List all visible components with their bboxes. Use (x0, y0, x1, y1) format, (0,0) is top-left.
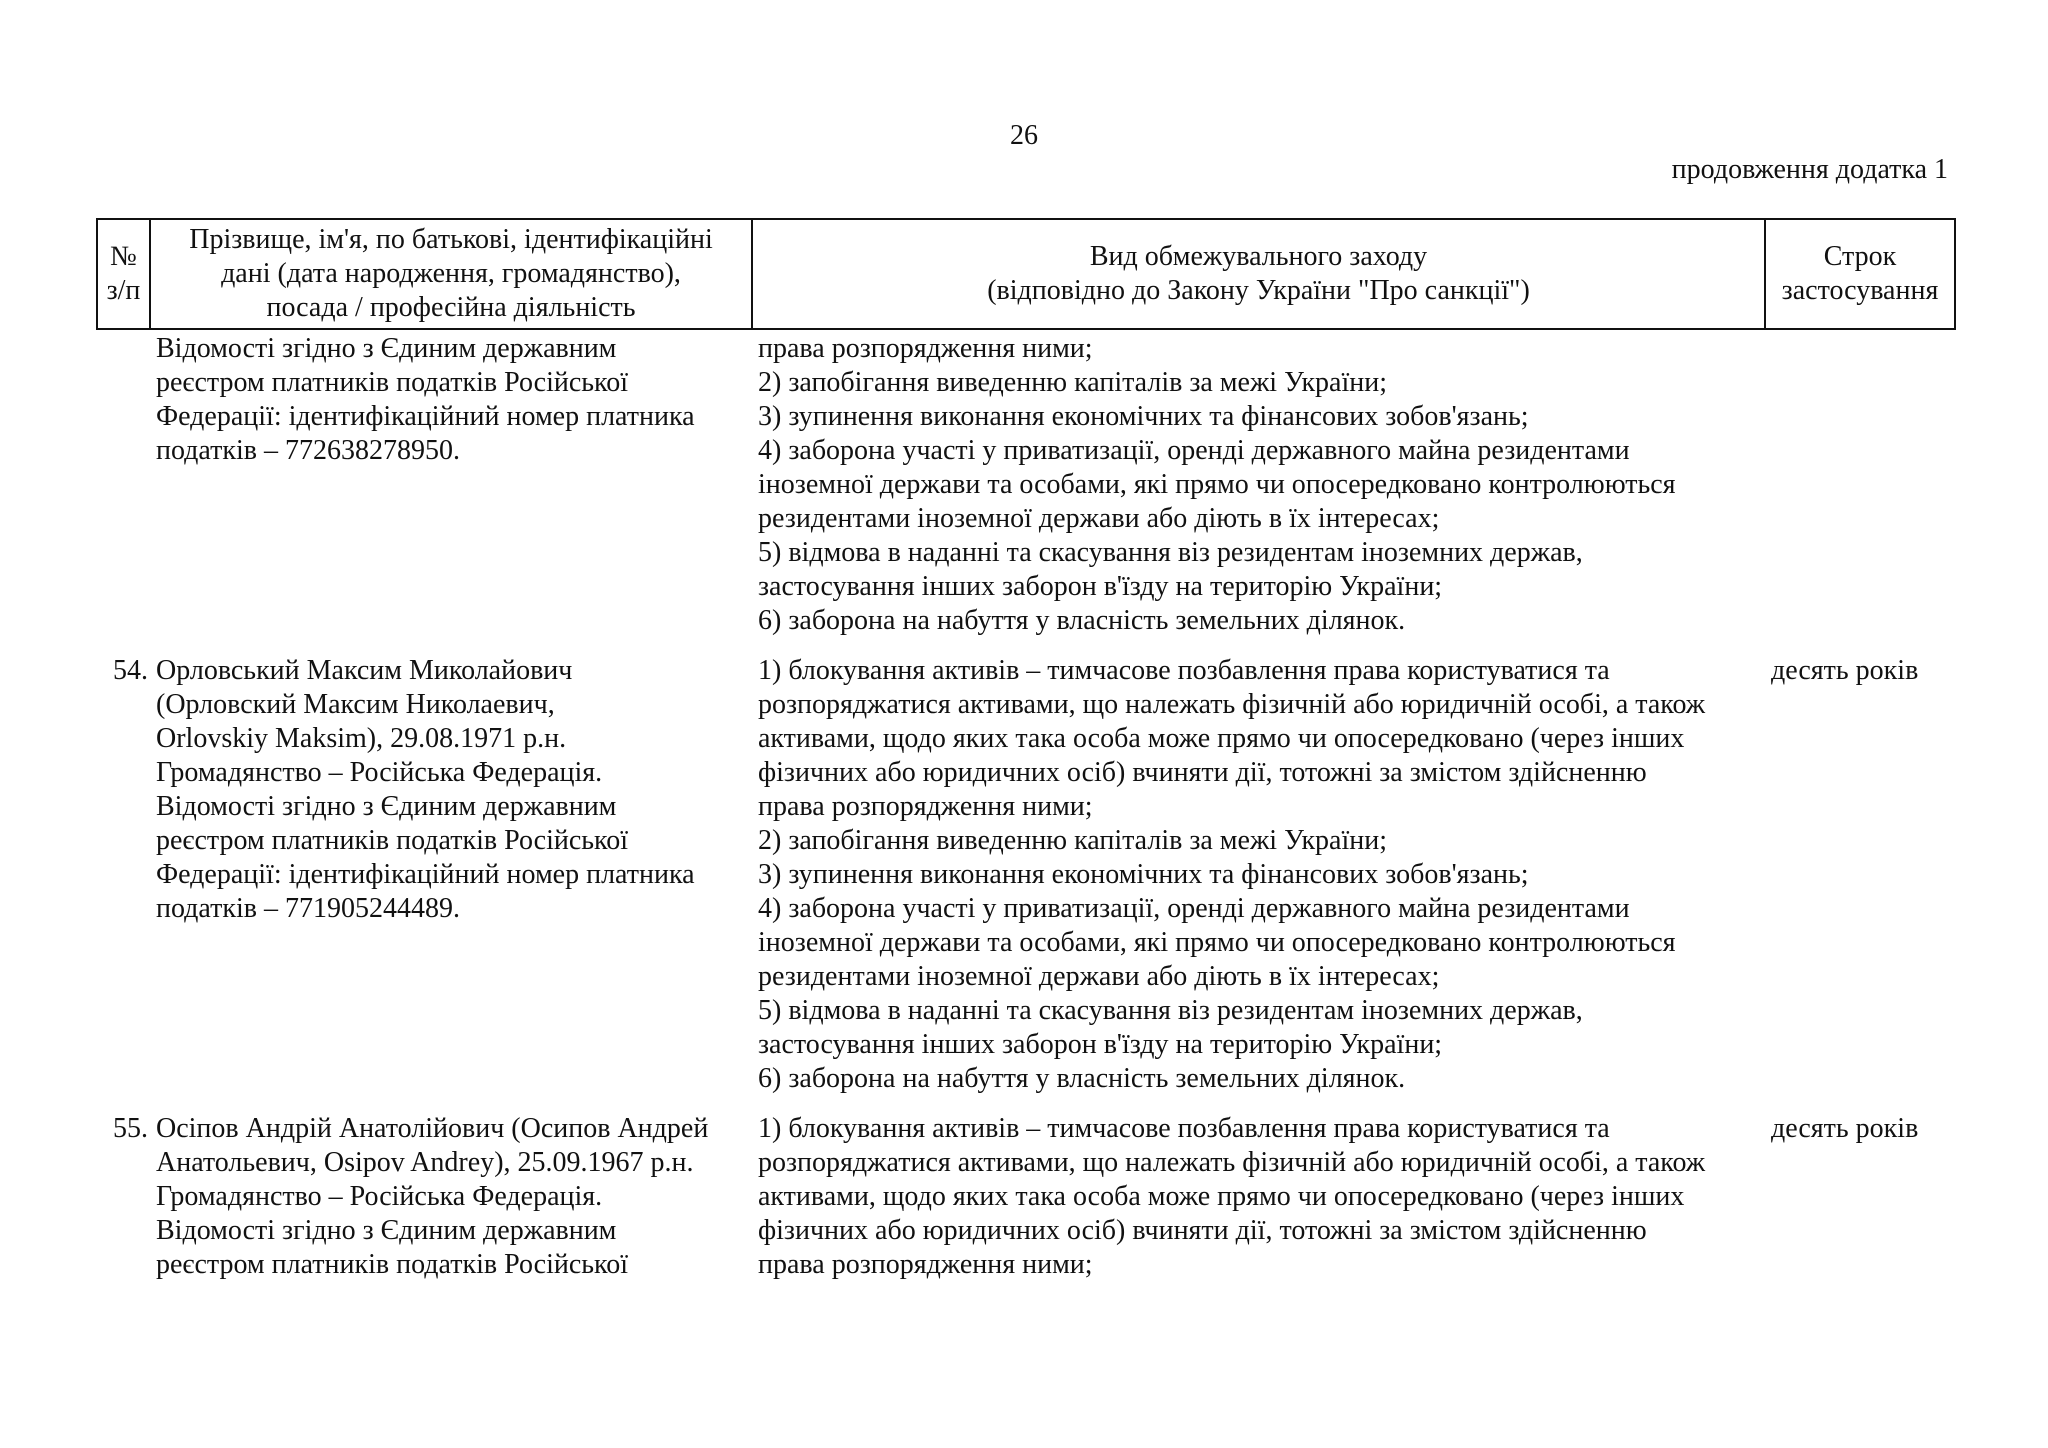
measure-line: розпоряджатися активами, що належать фізичній або юридичній особі, а також (758, 689, 1706, 720)
table-row (97, 329, 1955, 638)
person-detail-line: Анатольевич, Osipov Andrey), 25.09.1967 р.н. (156, 1147, 694, 1178)
measure-line: 5) відмова в наданні та скасування віз резидентам іноземних держав, (758, 537, 1583, 568)
measure-line: застосування інших заборон в'їзду на територію України; (758, 1029, 1443, 1060)
person-detail-line: Orlovskiy Maksim), 29.08.1971 р.н. (156, 723, 567, 754)
header-number (97, 219, 150, 329)
person-details (150, 638, 752, 1096)
measure-line: права розпорядження ними; (758, 1249, 1093, 1280)
header-line: посада / професійна діяльність (266, 292, 636, 323)
measure-line: 2) запобігання виведенню капіталів за межі України; (758, 367, 1388, 398)
application-term: десять років (1771, 655, 1919, 686)
row-number (97, 329, 150, 638)
appendix-continuation-note: продовження додатка 1 (1671, 154, 1948, 185)
header-line: № (110, 241, 137, 272)
header-row (97, 219, 1955, 329)
measure-line: 1) блокування активів – тимчасове позбавлення права користуватися та (758, 655, 1610, 686)
person-detail-line: (Орловский Максим Николаевич, (156, 689, 555, 720)
person-detail-line: реєстром платників податків Російської (156, 367, 628, 398)
row-number: 54. (113, 655, 148, 686)
measure-line: 3) зупинення виконання економічних та фінансових зобов'язань; (758, 401, 1529, 432)
table-header (97, 219, 1955, 329)
person-details (150, 329, 752, 638)
measure-line: 2) запобігання виведенню капіталів за межі України; (758, 825, 1388, 856)
page-number: 26 (1010, 120, 1038, 151)
measure-line: іноземної держави та особами, які прямо чи опосередковано контролюються (758, 927, 1676, 958)
measure-line: 6) заборона на набуття у власність земельних ділянок. (758, 1063, 1406, 1094)
table-row (97, 1096, 1955, 1282)
person-detail-line: Орловський Максим Миколайович (156, 655, 573, 686)
measure-line: активами, щодо яких така особа може прямо чи опосередковано (через інших (758, 1181, 1685, 1212)
measure-line: активами, щодо яких така особа може прямо чи опосередковано (через інших (758, 723, 1685, 754)
person-detail-line: реєстром платників податків Російської (156, 1249, 628, 1280)
measure-line: фізичних або юридичних осіб) вчиняти дії, тотожні за змістом здійсненню (758, 757, 1647, 788)
application-term: десять років (1771, 1113, 1919, 1144)
header-line: Строк (1823, 241, 1897, 272)
table-body (97, 329, 1955, 1282)
measure-line: резидентами іноземної держави або діють в їх інтересах; (758, 503, 1440, 534)
measure-line: 3) зупинення виконання економічних та фінансових зобов'язань; (758, 859, 1529, 890)
header-line: застосування (1781, 275, 1939, 306)
measure-line: 4) заборона участі у приватизації, оренді державного майна резидентами (758, 893, 1630, 924)
measure-line: 1) блокування активів – тимчасове позбавлення права користуватися та (758, 1113, 1610, 1144)
person-detail-line: податків – 772638278950. (156, 435, 460, 466)
restrictive-measures (752, 329, 1765, 638)
header-person (150, 219, 752, 329)
person-detail-line: Федерації: ідентифікаційний номер платника (156, 401, 695, 432)
person-detail-line: Відомості згідно з Єдиним державним (156, 333, 617, 364)
measure-line: права розпорядження ними; (758, 333, 1093, 364)
header-term (1765, 219, 1955, 329)
measure-line: резидентами іноземної держави або діють в їх інтересах; (758, 961, 1440, 992)
header-measure (752, 219, 1765, 329)
table-row (97, 638, 1955, 1096)
header-line: з/п (106, 275, 141, 306)
person-detail-line: податків – 771905244489. (156, 893, 460, 924)
person-detail-line: Громадянство – Російська Федерація. (156, 1181, 603, 1212)
person-detail-line: Відомості згідно з Єдиним державним (156, 1215, 617, 1246)
header-line: Прізвище, ім'я, по батькові, ідентифікаційні (189, 224, 713, 255)
header-line: дані (дата народження, громадянство), (221, 258, 681, 289)
restrictive-measures (752, 1096, 1765, 1282)
measure-line: 4) заборона участі у приватизації, оренді державного майна резидентами (758, 435, 1630, 466)
measure-line: розпоряджатися активами, що належать фізичній або юридичній особі, а також (758, 1147, 1706, 1178)
person-detail-line: Осіпов Андрій Анатолійович (Осипов Андрей (156, 1113, 709, 1144)
restrictive-measures (752, 638, 1765, 1096)
person-detail-line: Громадянство – Російська Федерація. (156, 757, 603, 788)
person-detail-line: Федерації: ідентифікаційний номер платника (156, 859, 695, 890)
person-detail-line: реєстром платників податків Російської (156, 825, 628, 856)
sanctions-table (96, 218, 1956, 1282)
measure-line: 5) відмова в наданні та скасування віз резидентам іноземних держав, (758, 995, 1583, 1026)
measure-line: 6) заборона на набуття у власність земельних ділянок. (758, 605, 1406, 636)
person-detail-line: Відомості згідно з Єдиним державним (156, 791, 617, 822)
person-details (150, 1096, 752, 1282)
row-number: 55. (113, 1113, 148, 1144)
header-line: Вид обмежувального заходу (1089, 241, 1428, 272)
measure-line: застосування інших заборон в'їзду на територію України; (758, 571, 1443, 602)
measure-line: іноземної держави та особами, які прямо чи опосередковано контролюються (758, 469, 1676, 500)
header-line: (відповідно до Закону України "Про санкції") (987, 275, 1530, 306)
measure-line: фізичних або юридичних осіб) вчиняти дії, тотожні за змістом здійсненню (758, 1215, 1647, 1246)
measure-line: права розпорядження ними; (758, 791, 1093, 822)
application-term (1765, 329, 1955, 638)
